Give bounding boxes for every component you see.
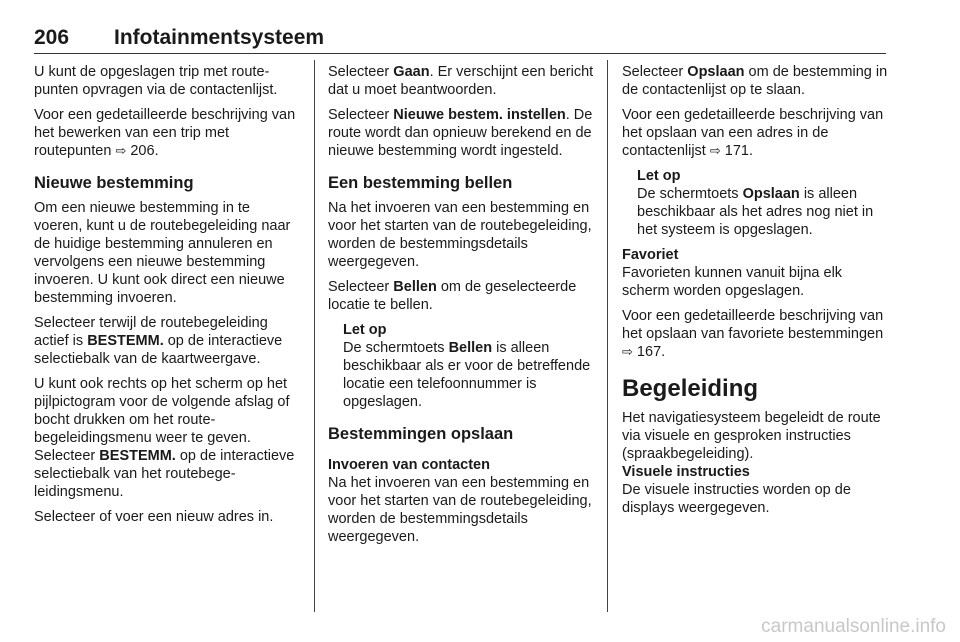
page-number: 206 (34, 26, 70, 49)
column-1 (34, 63, 302, 533)
text: Voor een gedetailleerde beschrijving van het opslaan van een adres in de contactenlijst (622, 107, 884, 159)
text: om de geselecteerde locatie te bellen. (328, 279, 577, 313)
subsection-heading: Invoeren van contacten (328, 457, 490, 473)
paragraph: De visuele instructies worden op de displays weergegeven. (622, 482, 851, 516)
paragraph: Om een nieuwe bestemming in te voeren, kunt u de routebegeleiding naar de huidige bestemming annuleren en vervolgens een nieuwe bestemming invoeren. U kunt ook direct een nieuwe bestemming invoeren. (34, 200, 291, 306)
ui-term: BESTEMM. (87, 333, 164, 349)
column-divider-1 (314, 60, 315, 612)
chapter-heading: Begeleiding (622, 375, 759, 402)
paragraph: Het navigatiesysteem begeleidt de route via visuele en gesproken instructies (spraakbegeleiding). (622, 410, 881, 462)
ui-term: Bellen (393, 279, 437, 295)
note-box (622, 167, 892, 239)
ui-term: Gaan (393, 64, 430, 80)
text: om de bestemming in de contactenlijst op te slaan. (622, 64, 888, 98)
watermark: carmanualsonline.info (761, 616, 946, 637)
text: op de interactieve selectiebalk van het routebegeleidingsmenu. (34, 448, 295, 500)
paragraph: Na het invoeren van een bestemming en voor het starten van de routebegeleiding, worden de bestemmingsdetails weergegeven. (328, 200, 592, 270)
paragraph: Na het invoeren van een bestemming en voor het starten van de routebegeleiding, worden de bestemmingsdetails weergegeven. (328, 475, 592, 545)
page-header (34, 26, 886, 54)
paragraph: U kunt de opgeslagen trip met routepunten opvragen via de contactenlijst. (34, 64, 278, 98)
note-title: Let op (637, 168, 681, 184)
text: Voor een gedetailleerde beschrijving van het opslaan van favoriete bestemmingen (622, 308, 884, 342)
page-title: Infotainmentsysteem (114, 26, 325, 49)
page-reference-arrow-icon: ⇨ (709, 143, 721, 158)
page-reference: 206. (126, 143, 159, 159)
paragraph (34, 106, 302, 160)
note-title: Let op (343, 322, 387, 338)
subsection-heading: Visuele instructies (622, 464, 750, 480)
text: Voor een gedetailleerde beschrijving van het bewerken van een trip met routepunten (34, 107, 296, 159)
ui-term: Nieuwe bestem. instellen (393, 107, 566, 123)
text: Selecteer terwijl de routebegeleiding actief is (34, 315, 268, 349)
ui-term: BESTEMM. (99, 448, 176, 464)
paragraph (622, 63, 892, 99)
paragraph (328, 63, 594, 99)
text: is alleen beschikbaar als het adres nog niet in het systeem is opgeslagen. (637, 186, 874, 238)
paragraph (328, 106, 594, 160)
text: . Er verschijnt een bericht dat u moet beantwoorden. (328, 64, 594, 98)
note-box (328, 321, 594, 411)
text: U kunt ook rechts op het scherm op het pijlpictogram voor de volgende afslag of bocht drukken om het routebegeleidingsmenu weer te geven. Selecteer (34, 376, 290, 464)
paragraph (34, 375, 302, 501)
section-heading: Nieuwe bestemming (34, 174, 194, 192)
text: Selecteer (328, 107, 394, 123)
text: Selecteer (622, 64, 688, 80)
text: op de interactieve selectiebalk van de kaartweergave. (34, 333, 283, 367)
paragraph: Selecteer of voer een nieuw adres in. (34, 509, 274, 525)
text: is alleen beschikbaar als er voor de betreffende locatie een telefoonnummer is opgeslagen. (343, 340, 591, 410)
text: Selecteer (328, 64, 394, 80)
paragraph (328, 278, 594, 314)
note-text (637, 185, 892, 239)
paragraph: Favorieten kunnen vanuit bijna elk scherm worden opgeslagen. (622, 265, 843, 299)
section-heading: Een bestemming bellen (328, 174, 513, 192)
subsection-heading: Favoriet (622, 247, 679, 263)
page-reference: 171. (720, 143, 754, 159)
page-reference-arrow-icon: ⇨ (115, 143, 127, 158)
paragraph (34, 314, 302, 368)
column-divider-2 (607, 60, 608, 612)
section-heading: Bestemmingen opslaan (328, 425, 514, 443)
paragraph (622, 307, 892, 361)
page-reference-arrow-icon: ⇨ (622, 344, 633, 359)
column-2 (328, 63, 594, 553)
page-reference: 167. (632, 344, 666, 360)
paragraph (622, 106, 892, 160)
text: Selecteer (328, 279, 394, 295)
ui-term: Opslaan (742, 186, 800, 202)
text: De schermtoets (637, 186, 743, 202)
ui-term: Opslaan (687, 64, 745, 80)
text: . De route wordt dan opnieuw berekend en de nieuwe bestemming wordt ingesteld. (328, 107, 593, 159)
note-text (343, 339, 594, 411)
column-3 (622, 63, 892, 524)
header-divider (34, 53, 886, 54)
text: De schermtoets (343, 340, 449, 356)
ui-term: Bellen (448, 340, 493, 356)
